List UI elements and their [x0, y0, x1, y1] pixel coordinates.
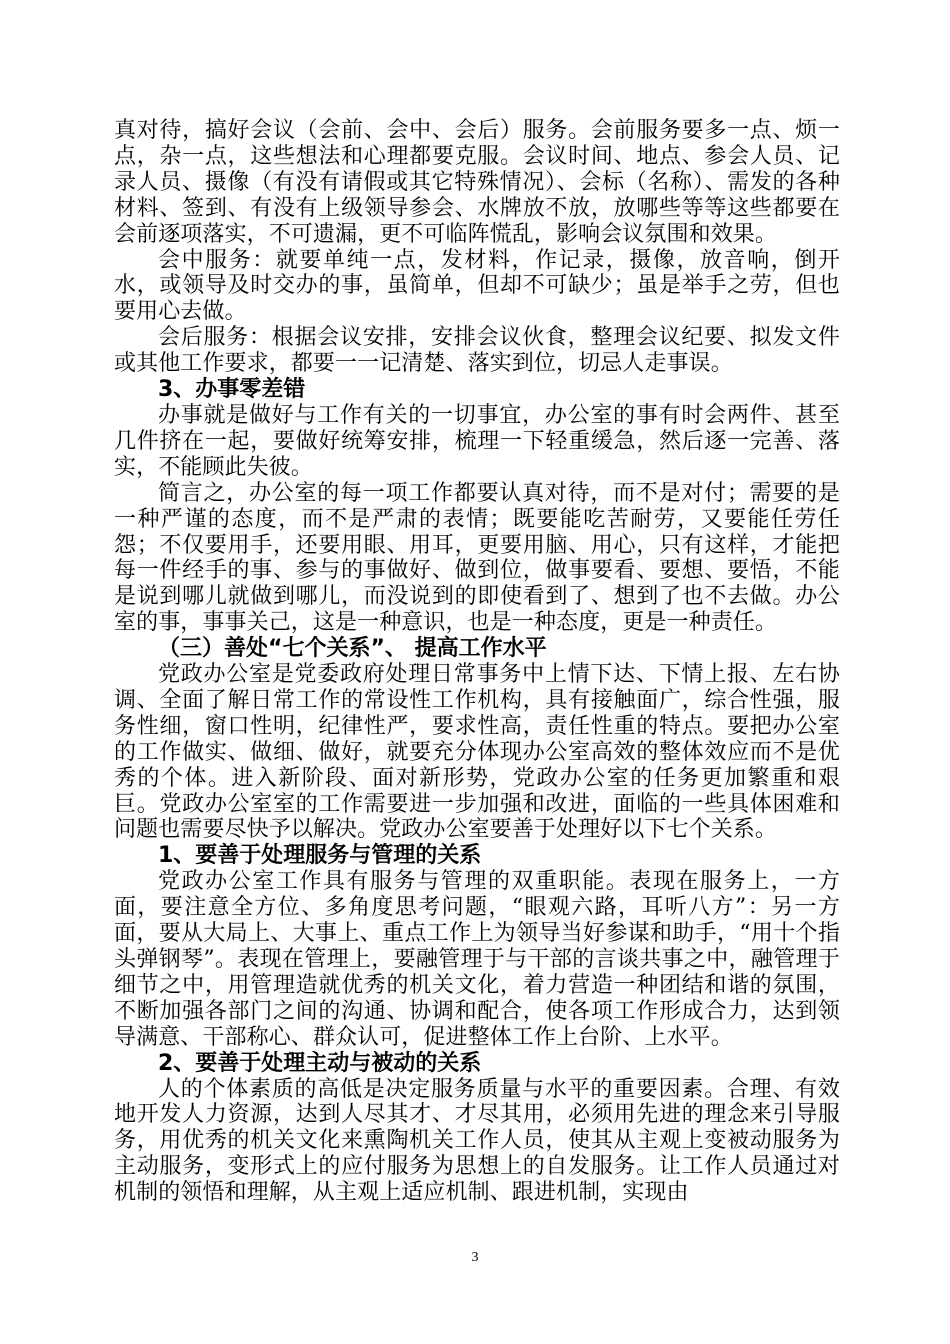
heading-active-passive: 2、要善于处理主动与被动的关系	[158, 1050, 482, 1076]
paragraph-service-management: 党政办公室工作具有服务与管理的双重职能。表现在服务上，一方面，要注意全方位、多角度思考问题，“眼观六路，耳听八方”：另一方面，要从大局上、大事上、重点工作上为领导当好参谋和助手，“用十个指头弹钢琴”。表现在管理上，要融管理于与干部的言谈共事之中，融管理于细节之中，用管理造就优秀的机关文化，着力营造一种团结和谐的氛围，不断加强各部门之间的沟通、协调和配合，使各项工作形成合力，达到领导满意、干部称心、群众认可，促进整体工作上台阶、上水平。	[114, 869, 840, 1050]
paragraph-meeting-after: 会后服务：根据会议安排，安排会议伙食，整理会议纪要、拟发文件或其他工作要求，都要一一记清楚、落实到位，切忌人走事误。	[114, 325, 840, 377]
page-number: 3	[471, 1250, 479, 1265]
heading-zero-error: 3、办事零差错	[158, 377, 306, 403]
document-body	[114, 118, 840, 1206]
paragraph-active-passive: 人的个体素质的高低是决定服务质量与水平的重要因素。合理、有效地开发人力资源，达到人尽其才、才尽其用，必须用先进的理念来引导服务，用优秀的机关文化来熏陶机关工作人员，使其从主观上变被动服务为主动服务，变形式上的应付服务为思想上的自发服务。让工作人员通过对机制的领悟和理解，从主观上适应机制、跟进机制，实现由	[114, 1076, 840, 1206]
paragraph-office-intro: 党政办公室是党委政府处理日常事务中上情下达、下情上报、左右协调、全面了解日常工作的常设性工作机构，具有接触面广，综合性强，服务性细，窗口性明，纪律性严，要求性高，责任性重的特点。要把办公室的工作做实、做细、做好，就要充分体现办公室高效的整体效应而不是优秀的个体。进入新阶段、面对新形势，党政办公室的任务更加繁重和艰巨。党政办公室室的工作需要进一步加强和改进，面临的一些具体困难和问题也需要尽快予以解决。党政办公室要善于处理好以下七个关系。	[114, 662, 840, 843]
paragraph-handling-affairs: 办事就是做好与工作有关的一切事宜，办公室的事有时会两件、甚至几件挤在一起，要做好统筹安排，梳理一下轻重缓急，然后逐一完善、落实，不能顾此失彼。	[114, 402, 840, 480]
paragraph-meeting-before: 真对待，搞好会议（会前、会中、会后）服务。会前服务要多一点、烦一点，杂一点，这些想法和心理都要克服。会议时间、地点、参会人员、记录人员、摄像（有没有请假或其它特殊情况）、会标（名称）、需发的各种材料、签到、有没有上级领导参会、水牌放不放，放哪些等等这些都要在会前逐项落实，不可遗漏，更不可临阵慌乱，影响会议氛围和效果。	[114, 118, 840, 247]
heading-seven-relations: （三）善处“七个关系”、 提高工作水平	[158, 636, 547, 662]
heading-service-management: 1、要善于处理服务与管理的关系	[158, 843, 482, 869]
paragraph-meeting-during: 会中服务：就要单纯一点，发材料，作记录，摄像，放音响，倒开水，或领导及时交办的事，虽简单，但却不可缺少；虽是举手之劳，但也要用心去做。	[114, 247, 840, 325]
paragraph-summary: 简言之，办公室的每一项工作都要认真对待，而不是对付；需要的是一种严谨的态度，而不是严肃的表情；既要能吃苦耐劳，又要能任劳任怨；不仅要用手，还要用眼、用耳，更要用脑、用心，只有这样，才能把每一件经手的事、参与的事做好、做到位，做事要看、要想、要悟，不能是说到哪儿就做到哪儿，而没说到的即使看到了、想到了也不去做。办公室的事，事事关己，这是一种意识，也是一种态度，更是一种责任。	[114, 480, 840, 636]
